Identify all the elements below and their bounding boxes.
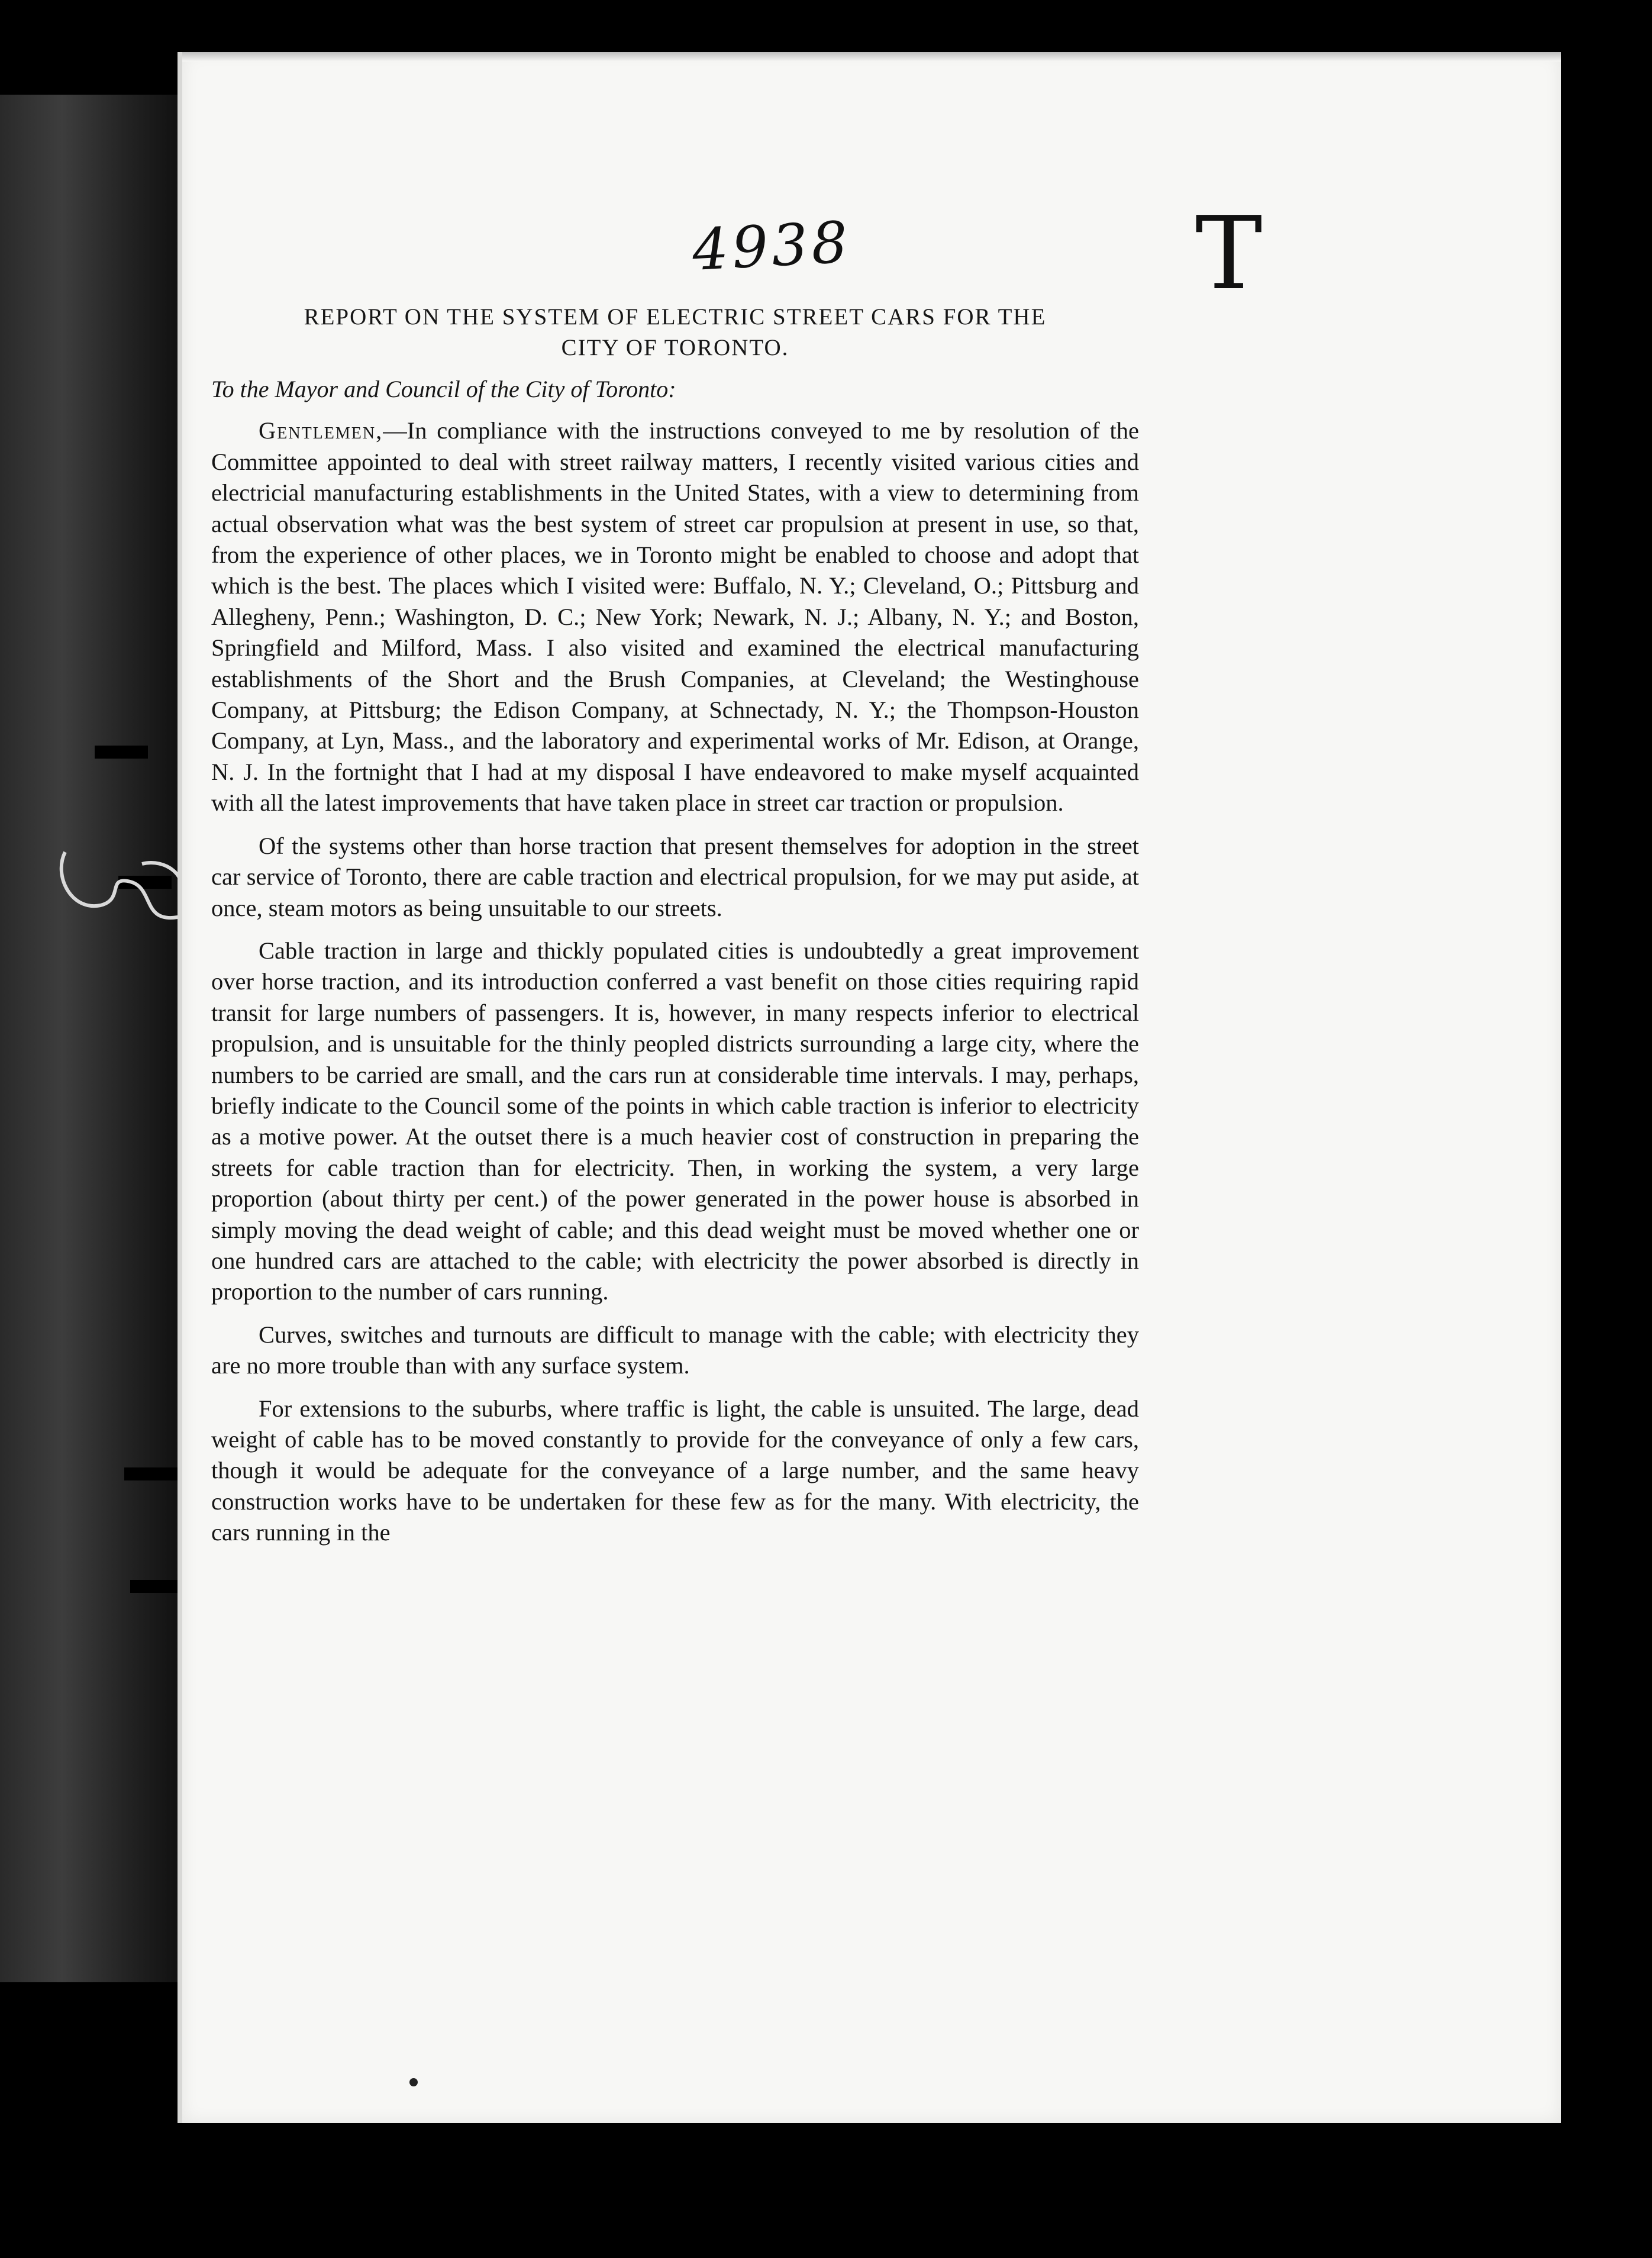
paragraph-1-text: —In compliance with the instructions conveyed to me by resolution of the Committee appointed to deal with street railway matters, I recently visited various cities and electricial manufacturing establishments in the United States, with a view to determining from actual observation what was the best system of street car propulsion at present in use, so that, from the experience of other places, we in Toronto might be enabled to choose and adopt that which is the best. The places which I visited were: Buffalo, N. Y.; Cleveland, O.; Pittsburg and Allegheny, Penn.; Washington, D. C.; New York; Newark, N. J.; Albany, N. Y.; and Boston, Springfield and Milford, Mass. I also visited and examined the electrical manufacturing establishments of the Short and the Brush Companies, at Cleveland; the Westinghouse Company, at Pittsburg; the Edison Company, at Schnectady, N. Y.; the Thompson-Houston Company, at Lyn, Mass., and the laboratory and experimental works of Mr. Edison, at Orange, N. J. In the fortnight that I had at my disposal I have endeavored to make myself acquainted with all the latest improvements that have taken place in street car traction or propulsion. [211,417,1139,817]
paragraph-3: Cable traction in large and thickly populated cities is undoubtedly a great improvement over horse traction, and its introduction conferred a vast benefit on those cities requiring rapid transit for large numbers of passengers. It is, however, in many respects inferior to electrical propulsion, and is unsuitable for the thinly peopled districts surrounding a large city, where the numbers to be carried are small, and the cars run at considerable time intervals. I may, perhaps, briefly indicate to the Council some of the points in which cable traction is inferior to electricity as a motive power. At the outset there is a much heavier cost of construction in preparing the streets for cable traction than for electricity. Then, in working the system, a very large proportion (about thirty per cent.) of the power generated in the power house is absorbed in simply moving the dead weight of cable; and this dead weight must be moved whether one or one hundred cars are attached to the cable; with electricity the power absorbed is directly in proportion to the number of cars running. [211,937,1139,1305]
paragraph-5: For extensions to the suburbs, where traffic is light, the cable is unsuited. The large, dead weight of cable has to be moved constantly to provide for the conveyance of only a few cars, though it would be adequate for the conveyance of a large number, and the same heavy construction works have to be undertaken for these few as for the many. With electricity, the cars running in the [211,1395,1139,1546]
report-body [211,302,1139,1560]
salutation-lead: Gentlemen, [259,417,383,444]
report-title [211,302,1139,363]
title-line-1: REPORT ON THE SYSTEM OF ELECTRIC STREET CARS FOR THE [304,304,1047,330]
handwritten-number: 4938 [691,209,853,283]
book-binding [0,95,178,1982]
paragraph-1 [211,415,1139,818]
paragraph-2: Of the systems other than horse traction that present themselves for adoption in the street car service of Toronto, there are cable traction and electrical propulsion, for we may put aside, at once, steam motors as being unsuitable to our streets. [211,832,1139,921]
binding-notch [124,1467,178,1480]
salutation: To the Mayor and Council of the City of Toronto: [211,376,676,402]
paragraph-4: Curves, switches and turnouts are difficult to manage with the cable; with electricity they are no more trouble than with any surface system. [211,1321,1139,1379]
handwritten-corner-mark: T [1195,195,1263,312]
title-line-2: CITY OF TORONTO. [561,335,789,360]
scan-speck [409,2078,418,2086]
page-top-edge [182,52,1561,62]
binding-notch [130,1580,183,1593]
binding-notch [95,746,148,759]
